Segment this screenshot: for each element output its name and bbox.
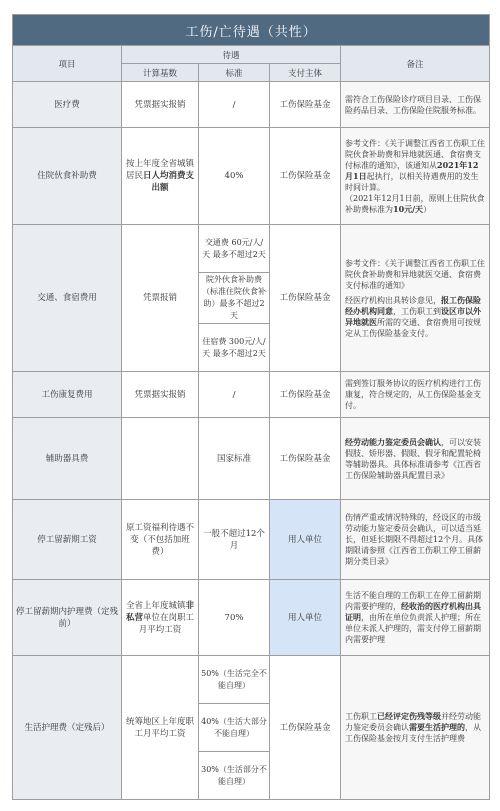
payer: 用人单位 [270, 500, 341, 580]
payer: 工伤保险基金 [270, 128, 341, 225]
calc-base: 凭票据实报销 [122, 372, 199, 418]
payer: 工伤保险基金 [270, 656, 341, 800]
benefits-sheet [12, 14, 489, 805]
header-payer: 支付主体 [270, 64, 341, 82]
item-name: 辅助器具费 [13, 418, 122, 500]
calc-base: 原工资福利待遇不变（不包括加班费） [122, 500, 199, 580]
table-row [13, 500, 490, 580]
benefits-table [12, 14, 490, 800]
item-name: 停工留薪期工资 [13, 500, 122, 580]
table-row [13, 128, 490, 225]
remark-text-end: 起执行，以相关待遇费用的发生时间计算。 [345, 171, 479, 192]
remark [341, 656, 490, 800]
calc-base: 凭票报销 [122, 225, 199, 372]
remark-text: 经医疗机构出具转诊意见， [345, 295, 441, 305]
std-level-2: 40%（生活大部分不能自理） [199, 704, 269, 752]
remark-text-end: ，从工伤保险基金按月支付生活护理费 [345, 723, 481, 743]
remark-note: （2021年12月1日前，原则上住院伙食补助费标准为 [345, 193, 485, 214]
table-row [13, 82, 490, 128]
remark-text: 生活不能自理的工伤职工在停工留薪期内需要护理的， [345, 591, 481, 611]
remark-text-end: ，由所在单位负责派人护理；所在单位未派人护理的，需支付停工留薪期内需要护理 [345, 613, 481, 644]
calc-base [122, 418, 199, 500]
table-row [13, 225, 490, 372]
remark-rate: 10元/天 [393, 203, 424, 214]
remark-text: 参考文件：《关于调整江西省工伤职工住院伙食补助费和异地就医通、食宿费支付标准的通知》，该通知从 [345, 138, 485, 170]
remark-bold: 已经评定伤残等级 [377, 711, 441, 721]
table-row [13, 580, 490, 656]
item-name: 医疗费 [13, 82, 122, 128]
standard: / [199, 82, 270, 128]
calc-base-end: 单位在岗职工月平均工资 [138, 612, 195, 635]
table-row [13, 656, 490, 800]
remark-bold: 经劳动能力鉴定委员会确认 [345, 436, 441, 447]
calc-base [122, 128, 199, 225]
remark [341, 580, 490, 656]
remark-date: 2021年12月1日 [345, 159, 479, 181]
remark [341, 225, 490, 372]
remark: 需到签订服务协议的医疗机构进行工伤康复，符合规定的，从工伤保险基金支付。 [341, 372, 490, 418]
calc-base [122, 580, 199, 656]
std-level-3: 30%（生活部分不能自理） [201, 764, 267, 786]
standard: 一般不超过12个月 [199, 500, 270, 580]
header-item: 项目 [13, 46, 122, 82]
remark-text: ，可以安装假肢、矫形器、假眼、假牙和配置轮椅等辅助器具。具体标准请参考《江西省工伤保险辅助器具配置目录》 [345, 437, 481, 480]
remark: 需符合工伤保险诊疗项目目录、工伤保险药品目录、工伤保险住院服务标准。 [341, 82, 490, 128]
table-title: 工伤/亡待遇（共性） [13, 15, 490, 46]
calc-base: 凭票据实报销 [122, 82, 199, 128]
remark-bold-2: 设区市以外异地就医 [345, 305, 481, 327]
remark-text-mid: ，工伤职工到 [393, 306, 441, 316]
payer: 工伤保险基金 [270, 418, 341, 500]
standard: 70% [199, 580, 270, 656]
remark-text-end: 所需的交通、食宿费用可按规定从工伤保险基金支付。 [345, 317, 481, 338]
remark-note-end: ） [423, 204, 432, 214]
header-base: 计算基数 [122, 64, 199, 82]
standard [199, 656, 270, 800]
table-row [13, 372, 490, 418]
remark [341, 418, 490, 500]
item-name: 工伤康复费用 [13, 372, 122, 418]
calc-base-text: 全省上年度城镇 [125, 600, 186, 611]
calc-base-bold: 日人均消费支出额 [143, 171, 195, 193]
remark-text-mid: 并经劳动能力鉴定委员会确认 [345, 712, 481, 732]
remark-ref: 参考文件：《关于调整江西省工伤职工住院伙食补助费和异地就医交通、食宿费支付标准的通知》 [345, 258, 485, 290]
item-name: 交通、食宿费用 [13, 225, 122, 372]
remark-bold: 经收治的医疗机构出具证明 [345, 601, 481, 622]
standard: 40% [199, 128, 270, 225]
std-meal: 院外伙食补助费（标准住院伙食补助）最多不超过2天 [199, 273, 269, 324]
calc-base-bold: 非私营 [125, 600, 195, 623]
payer: 工伤保险基金 [270, 225, 341, 372]
item-name: 生活护理费（定残后） [13, 656, 122, 800]
item-name: 停工留薪期内护理费（定残前） [13, 580, 122, 656]
header-remark: 备注 [341, 46, 490, 82]
remark-bold: 报工伤保险经办机构同意 [345, 294, 481, 316]
remark [341, 128, 490, 225]
item-name: 住院伙食补助费 [13, 128, 122, 225]
table-row [13, 418, 490, 500]
payer: 用人单位 [270, 580, 341, 656]
payer: 工伤保险基金 [270, 372, 341, 418]
remark: 伤情严重或情况特殊的，经设区的市级劳动能力鉴定委员会确认，可以适当延长，但延长期限不得超过12个月。具体期限请参照《江西省工伤职工停工留薪期分类目录》 [341, 500, 490, 580]
remark-text: 工伤职工 [345, 712, 377, 721]
calc-base-text: 按上年度全省城镇居民 [125, 159, 194, 181]
calc-base: 统筹地区上年度职工月平均工资 [122, 656, 199, 800]
std-lodging: 住宿费 300元/人/天 最多不超过2天 [202, 336, 266, 358]
header-treatment: 待遇 [122, 46, 341, 64]
standard: 国家标准 [199, 418, 270, 500]
standard [199, 225, 270, 372]
header-standard: 标准 [199, 64, 270, 82]
standard: / [199, 372, 270, 418]
payer: 工伤保险基金 [270, 82, 341, 128]
std-transport: 交通费 60元/人/天 最多不超过2天 [199, 225, 269, 273]
remark-bold-2: 需要生活护理的 [409, 722, 465, 732]
std-level-1: 50%（生活完全不能自理） [199, 656, 269, 704]
